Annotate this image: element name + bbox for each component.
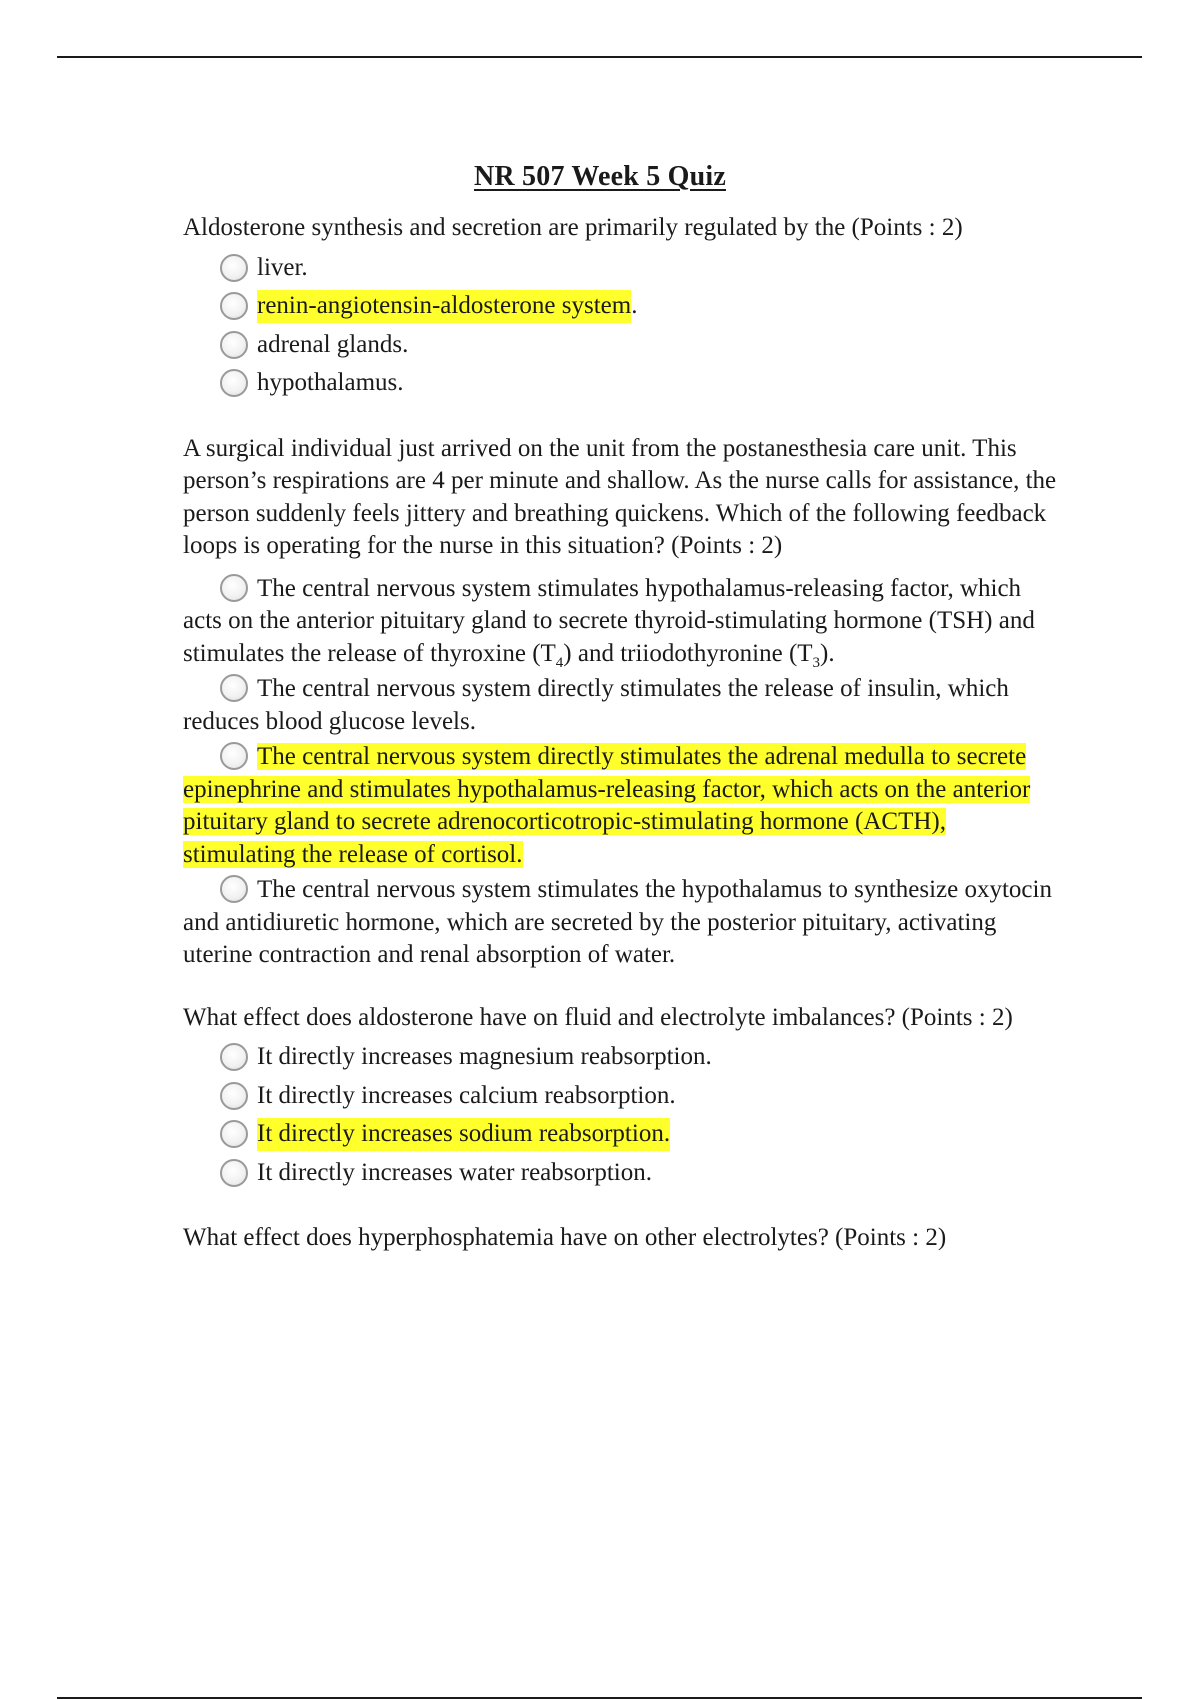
quiz-content <box>183 212 1063 1255</box>
top-rule <box>57 56 1142 58</box>
option-label: The central nervous system directly stimulates the release of insulin, which reduces blood glucose levels. <box>183 675 1009 735</box>
spacer <box>183 972 1063 1002</box>
q2-option-3[interactable] <box>183 741 1063 871</box>
option-label: It directly increases calcium reabsorption. <box>257 1081 676 1109</box>
option-label-period: . <box>631 292 638 319</box>
q3-option-3[interactable] <box>220 1115 1063 1154</box>
question-3-prompt: What effect does aldosterone have on fluid and electrolyte imbalances? (Points : 2) <box>183 1003 1013 1031</box>
subscript: 4 <box>555 654 564 671</box>
q1-option-3[interactable] <box>220 326 1063 365</box>
radio-button[interactable] <box>220 742 248 770</box>
q3-option-1[interactable] <box>220 1038 1063 1077</box>
radio-button[interactable] <box>220 1120 248 1148</box>
spacer <box>183 1192 1063 1222</box>
radio-button[interactable] <box>220 1043 248 1071</box>
page-title: NR 507 Week 5 Quiz <box>474 160 726 192</box>
question-1-options <box>183 249 1063 403</box>
option-label-highlighted: renin-angiotensin-aldosterone system <box>257 290 631 323</box>
option-label: adrenal glands. <box>257 330 409 358</box>
question-1-prompt: Aldosterone synthesis and secretion are primarily regulated by the (Points : 2) <box>183 214 963 241</box>
q2-option-4[interactable] <box>183 874 1063 972</box>
option-label: The central nervous system stimulates hypothalamus-releasing factor, which acts on the anterior pituitary gland to secrete thyroid-stimulating hormone (TSH) and stimulates the release of thyroxine (T <box>183 574 1035 667</box>
q2-option-1[interactable] <box>183 573 1063 671</box>
subscript: 3 <box>812 654 821 671</box>
q1-option-2[interactable] <box>220 287 1063 326</box>
radio-button[interactable] <box>220 1082 248 1110</box>
bottom-rule <box>57 1697 1142 1699</box>
radio-button[interactable] <box>220 574 248 602</box>
q1-option-1[interactable] <box>220 249 1063 288</box>
option-label-cont: ) and triiodothyronine (T <box>563 639 813 667</box>
option-label: The central nervous system stimulates the hypothalamus to synthesize oxytocin and antidiuretic hormone, which are secreted by the posterior pituitary, activating uterine contraction and renal absorption of water. <box>183 876 1052 968</box>
radio-button[interactable] <box>220 875 248 903</box>
radio-button[interactable] <box>220 1159 248 1187</box>
radio-button[interactable] <box>220 292 248 320</box>
radio-button[interactable] <box>220 674 248 702</box>
option-label-highlighted: The central nervous system directly stimulates the adrenal medulla to secrete epinephrine and stimulates hypothalamus-releasing factor, which acts on the anterior pituitary gland to secrete adrenocorticotropic-stimulating hormone (ACTH), stimulating the release of cortisol. <box>183 743 1031 868</box>
radio-button[interactable] <box>220 254 248 282</box>
q3-option-2[interactable] <box>220 1077 1063 1116</box>
q2-option-2[interactable] <box>183 673 1063 738</box>
option-label-highlighted: It directly increases sodium reabsorption. <box>257 1118 670 1151</box>
question-4-prompt: What effect does hyperphosphatemia have on other electrolytes? (Points : 2) <box>183 1224 947 1251</box>
option-label: hypothalamus. <box>257 369 404 396</box>
radio-button[interactable] <box>220 331 248 359</box>
option-label-end: ). <box>820 639 835 667</box>
option-label: liver. <box>257 253 308 281</box>
question-3-options <box>183 1038 1063 1192</box>
question-2-options <box>183 573 1063 972</box>
q3-option-4[interactable] <box>220 1154 1063 1193</box>
question-2-prompt: A surgical individual just arrived on the unit from the postanesthesia care unit. This person’s respirations are 4 per minute and shallow. As the nurse calls for assistance, the person suddenly feels jittery and breathing quickens. Which of the following feedback loops is operating for the nurse in this situation? (Points : 2) <box>183 434 1057 559</box>
spacer <box>183 403 1063 433</box>
option-label: It directly increases water reabsorption. <box>257 1158 652 1186</box>
q1-option-4[interactable] <box>220 364 1063 403</box>
option-label: It directly increases magnesium reabsorption. <box>257 1043 712 1070</box>
radio-button[interactable] <box>220 369 248 397</box>
